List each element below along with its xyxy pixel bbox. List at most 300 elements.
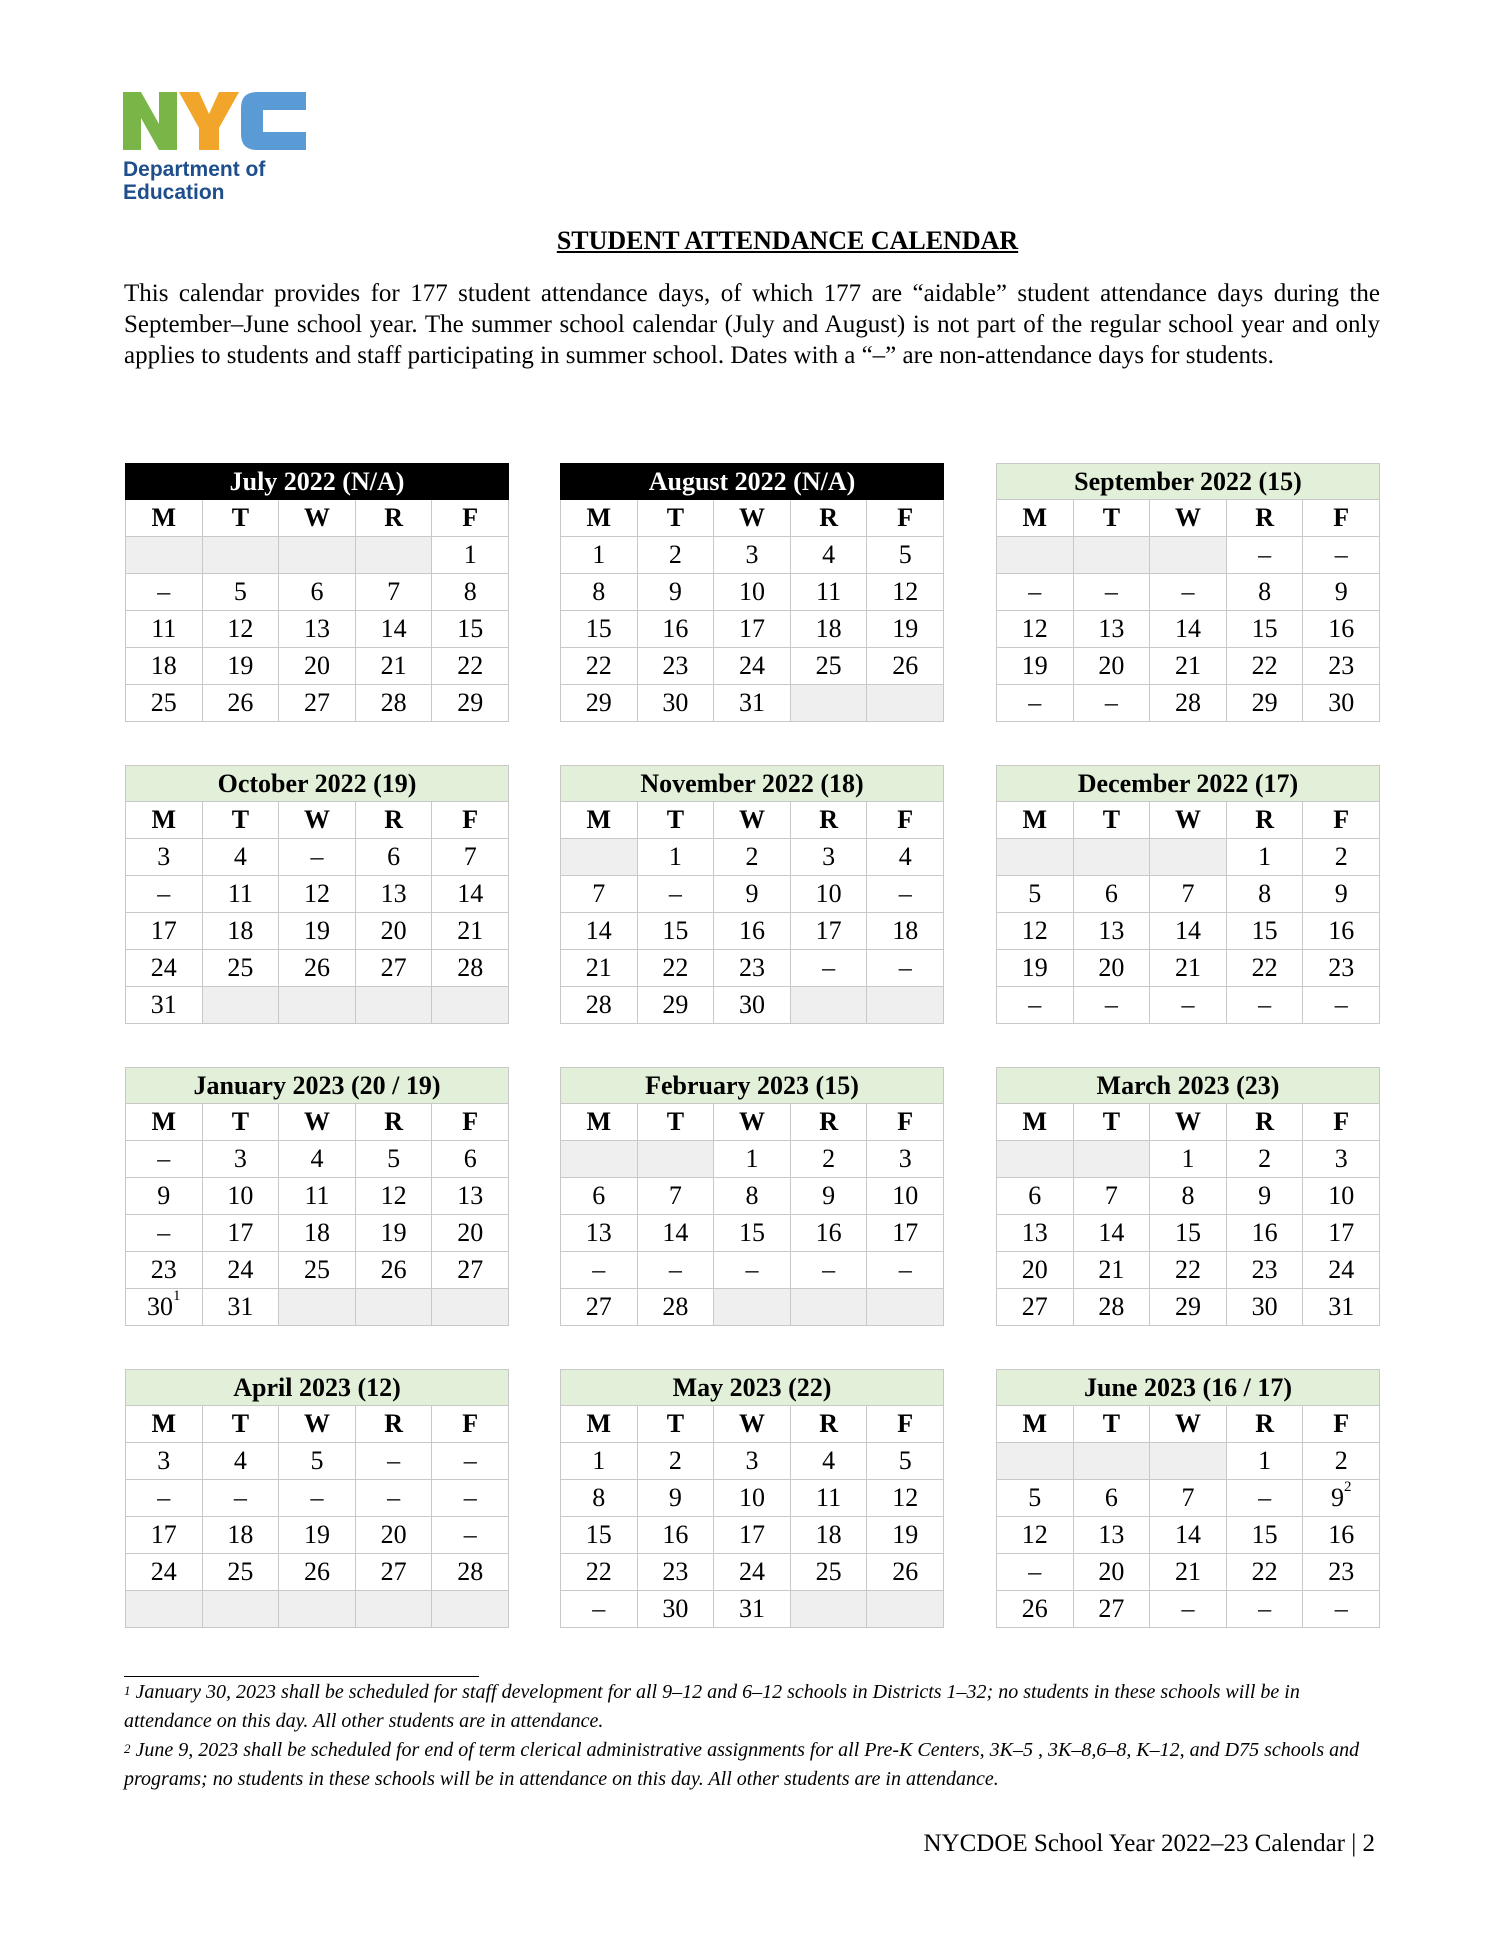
day-cell: 31	[126, 987, 203, 1024]
month-title: February 2023 (15)	[561, 1068, 944, 1104]
day-cell: 1	[561, 1443, 638, 1480]
day-cell: 17	[202, 1215, 279, 1252]
day-cell: 4	[790, 1443, 867, 1480]
day-cell: 16	[637, 611, 714, 648]
empty-day-cell	[790, 1591, 867, 1628]
day-cell: 9	[714, 876, 791, 913]
weekday-header: T	[202, 500, 279, 537]
nyc-doe-logo	[123, 88, 313, 208]
logo-line-1: Department of	[123, 158, 266, 181]
weekday-header: W	[714, 1406, 791, 1443]
empty-day-cell	[202, 987, 279, 1024]
day-cell: –	[637, 876, 714, 913]
empty-day-cell	[432, 1289, 509, 1326]
day-cell: 16	[1303, 1517, 1380, 1554]
day-cell: 12	[355, 1178, 432, 1215]
day-cell: 4	[202, 839, 279, 876]
day-cell: 14	[637, 1215, 714, 1252]
weekday-header: R	[790, 500, 867, 537]
weekday-header: F	[1303, 1104, 1380, 1141]
day-cell: 22	[1226, 1554, 1303, 1591]
day-cell: –	[637, 1252, 714, 1289]
month-title: September 2022 (15)	[997, 464, 1380, 500]
day-cell: 19	[355, 1215, 432, 1252]
weekday-header: F	[1303, 1406, 1380, 1443]
day-cell: 23	[1303, 1554, 1380, 1591]
day-cell: 24	[1303, 1252, 1380, 1289]
day-cell: 17	[790, 913, 867, 950]
day-cell: 17	[714, 611, 791, 648]
day-cell: 12	[279, 876, 356, 913]
day-cell: 20	[1073, 648, 1150, 685]
empty-day-cell	[1073, 1141, 1150, 1178]
day-cell: 18	[867, 913, 944, 950]
footnote: $^1$ January 30, 2023 shall be scheduled for staff development for all 9–12 and 6–12 schools in Districts 1–32; no students in these schools will be in attendance on this day. All other students are in attendance.	[124, 1681, 1300, 1732]
day-cell: 5	[202, 574, 279, 611]
day-cell: 22	[1150, 1252, 1227, 1289]
day-cell: 16	[1303, 913, 1380, 950]
day-cell: 3	[1303, 1141, 1380, 1178]
month-title: October 2022 (19)	[126, 766, 509, 802]
empty-day-cell	[867, 685, 944, 722]
weekday-header: W	[279, 500, 356, 537]
day-cell: 6	[561, 1178, 638, 1215]
day-cell: 25	[790, 1554, 867, 1591]
day-cell: 15	[714, 1215, 791, 1252]
day-cell: 12	[867, 1480, 944, 1517]
weekday-header: M	[126, 1104, 203, 1141]
footnotes	[124, 1678, 1364, 1794]
day-cell: 16	[1303, 611, 1380, 648]
empty-day-cell	[1073, 1443, 1150, 1480]
day-cell: –	[126, 574, 203, 611]
day-cell: 23	[637, 1554, 714, 1591]
month-title: July 2022 (N/A)	[126, 464, 509, 500]
weekday-header: M	[126, 802, 203, 839]
day-cell: 19	[202, 648, 279, 685]
weekday-header: W	[1150, 1104, 1227, 1141]
day-cell: 22	[637, 950, 714, 987]
weekday-header: W	[714, 802, 791, 839]
day-cell: 12	[202, 611, 279, 648]
day-cell: 3	[790, 839, 867, 876]
weekday-header: M	[561, 802, 638, 839]
day-cell: 26	[202, 685, 279, 722]
empty-day-cell	[561, 839, 638, 876]
day-cell: 11	[790, 1480, 867, 1517]
month-calendar	[560, 463, 944, 722]
day-cell: 27	[355, 1554, 432, 1591]
day-cell: –	[355, 1443, 432, 1480]
day-cell: 8	[561, 1480, 638, 1517]
day-cell: 25	[126, 685, 203, 722]
day-cell: 17	[126, 1517, 203, 1554]
day-cell: 14	[1150, 611, 1227, 648]
weekday-header: T	[202, 802, 279, 839]
day-cell: 5	[279, 1443, 356, 1480]
day-cell: 18	[790, 1517, 867, 1554]
day-cell: 26	[867, 1554, 944, 1591]
day-cell: 6	[1073, 1480, 1150, 1517]
day-cell: 12	[997, 913, 1074, 950]
day-cell: 15	[561, 1517, 638, 1554]
day-cell: 10	[714, 1480, 791, 1517]
empty-day-cell	[432, 1591, 509, 1628]
day-cell: 13	[432, 1178, 509, 1215]
empty-day-cell	[997, 537, 1074, 574]
day-cell: 21	[355, 648, 432, 685]
day-cell: 15	[1150, 1215, 1227, 1252]
empty-day-cell	[202, 1591, 279, 1628]
footnote-divider	[124, 1676, 479, 1677]
weekday-header: M	[561, 1406, 638, 1443]
day-cell: –	[790, 1252, 867, 1289]
day-cell: 17	[1303, 1215, 1380, 1252]
weekday-header: T	[1073, 500, 1150, 537]
day-cell: 13	[561, 1215, 638, 1252]
day-cell: 7	[355, 574, 432, 611]
day-cell: 9	[126, 1178, 203, 1215]
day-cell: 29	[432, 685, 509, 722]
day-cell: 27	[997, 1289, 1074, 1326]
day-cell: 15	[432, 611, 509, 648]
day-cell: 16	[1226, 1215, 1303, 1252]
day-cell: 21	[1073, 1252, 1150, 1289]
month-title: January 2023 (20 / 19)	[126, 1068, 509, 1104]
month-calendar	[996, 1067, 1380, 1326]
day-cell: 13	[355, 876, 432, 913]
weekday-header: T	[637, 1406, 714, 1443]
day-cell: 28	[432, 950, 509, 987]
nyc-logo-icon	[123, 88, 308, 158]
weekday-header: R	[1226, 1104, 1303, 1141]
day-cell: 9	[637, 1480, 714, 1517]
weekday-header: F	[1303, 500, 1380, 537]
month-calendar	[125, 463, 509, 722]
day-cell: 29	[1150, 1289, 1227, 1326]
weekday-header: W	[279, 802, 356, 839]
day-cell: 7	[1150, 1480, 1227, 1517]
day-cell: 21	[1150, 950, 1227, 987]
day-cell: 18	[202, 1517, 279, 1554]
day-cell: 13	[1073, 611, 1150, 648]
month-title: August 2022 (N/A)	[561, 464, 944, 500]
day-cell: 6	[1073, 876, 1150, 913]
day-cell: 31	[202, 1289, 279, 1326]
day-cell: –	[126, 1141, 203, 1178]
day-cell: 25	[202, 1554, 279, 1591]
empty-day-cell	[279, 987, 356, 1024]
day-cell: 13	[997, 1215, 1074, 1252]
day-cell: 30	[714, 987, 791, 1024]
day-cell: 9	[1226, 1178, 1303, 1215]
month-calendar	[996, 765, 1380, 1024]
day-cell: –	[867, 950, 944, 987]
day-cell: –	[1150, 1591, 1227, 1628]
empty-day-cell	[790, 685, 867, 722]
day-cell: 3	[867, 1141, 944, 1178]
day-cell: 11	[202, 876, 279, 913]
weekday-header: W	[714, 1104, 791, 1141]
day-cell: 27	[355, 950, 432, 987]
day-cell: 16	[714, 913, 791, 950]
weekday-header: R	[790, 1406, 867, 1443]
weekday-header: T	[202, 1406, 279, 1443]
day-cell: 18	[790, 611, 867, 648]
day-cell: 27	[1073, 1591, 1150, 1628]
day-cell: 1	[1150, 1141, 1227, 1178]
day-cell: –	[126, 1480, 203, 1517]
day-cell: –	[867, 876, 944, 913]
day-cell: –	[202, 1480, 279, 1517]
weekday-header: F	[432, 802, 509, 839]
day-cell: 7	[1073, 1178, 1150, 1215]
weekday-header: W	[1150, 1406, 1227, 1443]
weekday-header: M	[997, 500, 1074, 537]
intro-paragraph: This calendar provides for 177 student attendance days, of which 177 are “aidable” student attendance days during the September–June school year. The summer school calendar (July and August) is not part of the regular school year and only applies to students and staff participating in summer school. Dates with a “–” are non-attendance days for students.	[124, 280, 1380, 369]
weekday-header: M	[126, 500, 203, 537]
day-cell: 27	[279, 685, 356, 722]
empty-day-cell	[1150, 1443, 1227, 1480]
day-cell: 14	[561, 913, 638, 950]
footnote: $^2$ June 9, 2023 shall be scheduled for end of term clerical administrative assignments for all Pre-K Centers, 3K–5 , 3K–8,6–8, K–12, and D75 schools and programs; no students in these schools will be in attendance on this day. All other students are in attendance.	[124, 1739, 1360, 1790]
day-cell: 27	[561, 1289, 638, 1326]
weekday-header: W	[1150, 500, 1227, 537]
empty-day-cell	[355, 1591, 432, 1628]
day-cell: –	[1226, 1480, 1303, 1517]
empty-day-cell	[1150, 537, 1227, 574]
day-cell: 19	[279, 1517, 356, 1554]
day-cell: 9	[1303, 876, 1380, 913]
weekday-header: T	[637, 1104, 714, 1141]
month-title: March 2023 (23)	[997, 1068, 1380, 1104]
day-cell: 4	[202, 1443, 279, 1480]
empty-day-cell	[126, 537, 203, 574]
day-cell: 27	[432, 1252, 509, 1289]
day-cell: 2	[1303, 839, 1380, 876]
day-cell: 13	[1073, 1517, 1150, 1554]
weekday-header: R	[355, 1104, 432, 1141]
day-cell: 16	[790, 1215, 867, 1252]
day-cell: 23	[714, 950, 791, 987]
day-cell: 23	[637, 648, 714, 685]
day-cell: 10	[790, 876, 867, 913]
weekday-header: R	[1226, 500, 1303, 537]
day-cell: 30	[1303, 685, 1380, 722]
month-title: December 2022 (17)	[997, 766, 1380, 802]
day-cell: 15	[1226, 611, 1303, 648]
month-calendar	[560, 1067, 944, 1326]
day-cell: 19	[867, 1517, 944, 1554]
day-cell: 30	[1226, 1289, 1303, 1326]
day-cell: 14	[432, 876, 509, 913]
day-cell: –	[1226, 1591, 1303, 1628]
day-cell: 14	[1073, 1215, 1150, 1252]
day-cell: 23	[1303, 950, 1380, 987]
day-cell: 9	[1303, 574, 1380, 611]
empty-day-cell	[355, 1289, 432, 1326]
empty-day-cell	[997, 839, 1074, 876]
empty-day-cell	[355, 537, 432, 574]
day-cell: –	[1303, 987, 1380, 1024]
day-cell: –	[355, 1480, 432, 1517]
day-cell: –	[432, 1517, 509, 1554]
day-cell: 31	[714, 1591, 791, 1628]
month-calendar	[125, 765, 509, 1024]
day-cell: 4	[867, 839, 944, 876]
weekday-header: W	[279, 1406, 356, 1443]
day-cell: 30	[637, 685, 714, 722]
day-cell: –	[997, 685, 1074, 722]
day-cell: –	[997, 1554, 1074, 1591]
day-cell: 24	[202, 1252, 279, 1289]
day-cell: 20	[432, 1215, 509, 1252]
day-cell: 15	[561, 611, 638, 648]
day-cell: 5	[997, 1480, 1074, 1517]
day-cell: 28	[1073, 1289, 1150, 1326]
weekday-header: T	[1073, 802, 1150, 839]
day-cell: 29	[637, 987, 714, 1024]
day-cell: 22	[561, 648, 638, 685]
day-cell: 17	[867, 1215, 944, 1252]
day-cell: 3	[714, 1443, 791, 1480]
day-cell: 1	[1226, 839, 1303, 876]
day-cell: 22	[1226, 950, 1303, 987]
day-cell: 29	[1226, 685, 1303, 722]
month-title: April 2023 (12)	[126, 1370, 509, 1406]
day-cell: 26	[997, 1591, 1074, 1628]
weekday-header: R	[790, 802, 867, 839]
day-cell: 28	[432, 1554, 509, 1591]
day-cell: 10	[714, 574, 791, 611]
weekday-header: T	[637, 500, 714, 537]
day-cell: 20	[1073, 1554, 1150, 1591]
weekday-header: R	[355, 1406, 432, 1443]
day-cell: 6	[279, 574, 356, 611]
day-cell: 14	[1150, 1517, 1227, 1554]
day-cell: –	[1073, 987, 1150, 1024]
empty-day-cell	[714, 1289, 791, 1326]
day-cell: 25	[790, 648, 867, 685]
weekday-header: M	[561, 1104, 638, 1141]
day-cell: –	[126, 1215, 203, 1252]
day-cell: 7	[561, 876, 638, 913]
day-cell: 26	[279, 1554, 356, 1591]
weekday-header: M	[561, 500, 638, 537]
empty-day-cell	[202, 537, 279, 574]
day-cell: 9	[790, 1178, 867, 1215]
empty-day-cell	[355, 987, 432, 1024]
day-cell: 2	[790, 1141, 867, 1178]
day-cell: 3	[714, 537, 791, 574]
day-cell: 23	[1303, 648, 1380, 685]
day-cell: 18	[279, 1215, 356, 1252]
weekday-header: R	[355, 802, 432, 839]
day-cell: –	[279, 1480, 356, 1517]
month-title: June 2023 (16 / 17)	[997, 1370, 1380, 1406]
day-cell: 15	[637, 913, 714, 950]
day-cell: 18	[126, 648, 203, 685]
day-cell: –	[1073, 574, 1150, 611]
day-cell: 15	[1226, 913, 1303, 950]
empty-day-cell	[1073, 537, 1150, 574]
weekday-header: F	[432, 1104, 509, 1141]
day-cell: –	[1226, 537, 1303, 574]
empty-day-cell	[561, 1141, 638, 1178]
day-cell: –	[714, 1252, 791, 1289]
weekday-header: M	[126, 1406, 203, 1443]
day-cell: 4	[279, 1141, 356, 1178]
weekday-header: R	[790, 1104, 867, 1141]
day-cell: 19	[997, 648, 1074, 685]
day-cell: 22	[561, 1554, 638, 1591]
day-cell: 23	[126, 1252, 203, 1289]
empty-day-cell	[997, 1141, 1074, 1178]
day-cell: 25	[279, 1252, 356, 1289]
day-cell: –	[432, 1480, 509, 1517]
month-title: May 2023 (22)	[561, 1370, 944, 1406]
weekday-header: R	[1226, 802, 1303, 839]
day-cell: 12	[997, 1517, 1074, 1554]
month-calendar	[125, 1067, 509, 1326]
empty-day-cell	[279, 1591, 356, 1628]
empty-day-cell	[867, 1289, 944, 1326]
day-cell: 22	[432, 648, 509, 685]
empty-day-cell	[126, 1591, 203, 1628]
day-cell: 6	[997, 1178, 1074, 1215]
day-cell: 13	[279, 611, 356, 648]
page-footer: NYCDOE School Year 2022–23 Calendar | 2	[923, 1830, 1375, 1857]
month-calendar	[996, 1369, 1380, 1628]
day-cell: 6	[355, 839, 432, 876]
day-cell: 17	[714, 1517, 791, 1554]
day-cell: 24	[714, 648, 791, 685]
day-cell: 26	[867, 648, 944, 685]
day-cell: 7	[1150, 876, 1227, 913]
day-cell: 2	[637, 1443, 714, 1480]
day-cell: 2	[714, 839, 791, 876]
day-cell: 31	[1303, 1289, 1380, 1326]
day-cell: 2	[1303, 1443, 1380, 1480]
day-cell: 3	[126, 839, 203, 876]
day-cell: 21	[432, 913, 509, 950]
day-cell: 20	[279, 648, 356, 685]
day-cell: 10	[202, 1178, 279, 1215]
empty-day-cell	[279, 1289, 356, 1326]
empty-day-cell	[279, 537, 356, 574]
day-cell: 8	[1150, 1178, 1227, 1215]
day-cell: 8	[432, 574, 509, 611]
weekday-header: F	[867, 1104, 944, 1141]
weekday-header: W	[1150, 802, 1227, 839]
day-cell: 12	[867, 574, 944, 611]
day-cell: 1	[1226, 1443, 1303, 1480]
month-title: November 2022 (18)	[561, 766, 944, 802]
day-cell: –	[561, 1591, 638, 1628]
empty-day-cell	[1073, 839, 1150, 876]
day-cell: 14	[1150, 913, 1227, 950]
day-cell: –	[1150, 574, 1227, 611]
day-cell: 31	[714, 685, 791, 722]
weekday-header: W	[279, 1104, 356, 1141]
month-calendar	[125, 1369, 509, 1628]
weekday-header: F	[867, 500, 944, 537]
day-cell: 7	[432, 839, 509, 876]
weekday-header: F	[867, 1406, 944, 1443]
day-cell: $9^2$	[1303, 1480, 1380, 1517]
day-cell: 30	[637, 1591, 714, 1628]
weekday-header: F	[432, 500, 509, 537]
